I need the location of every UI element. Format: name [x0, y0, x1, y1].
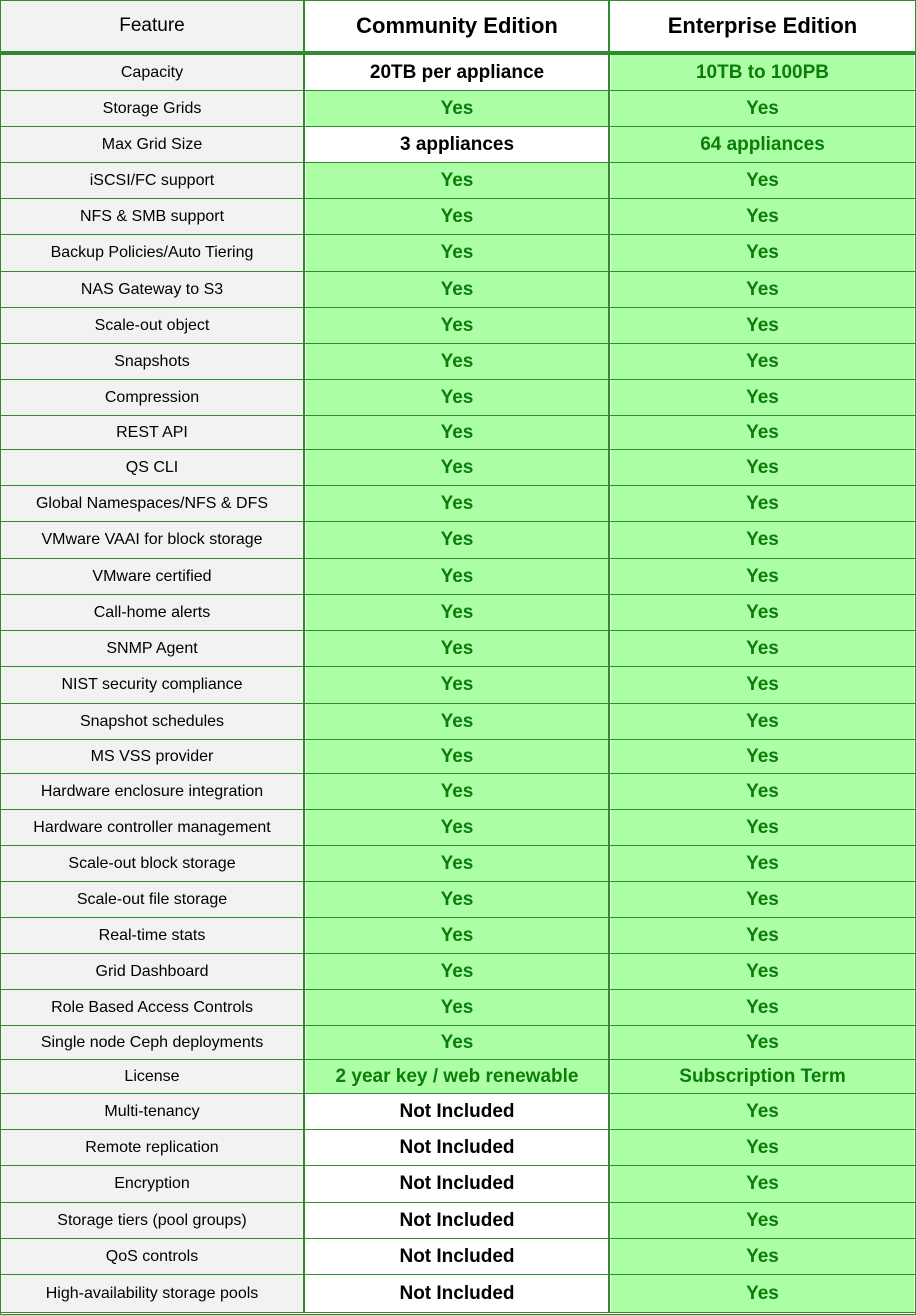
value-label: Yes — [746, 780, 779, 802]
header-enterprise-edition-label: Enterprise Edition — [667, 13, 858, 38]
table-row — [0, 1094, 916, 1129]
value-label: Yes — [746, 1245, 779, 1267]
value-label: Yes — [746, 1282, 779, 1304]
value-label: Yes — [746, 924, 779, 946]
feature-label: Remote replication — [85, 1138, 219, 1156]
value-label: Yes — [440, 852, 474, 874]
table-row — [0, 559, 916, 594]
feature-label: Max Grid Size — [101, 135, 203, 153]
value-label: Yes — [746, 745, 779, 767]
community-value-cell — [306, 667, 610, 703]
enterprise-value-cell — [611, 1060, 914, 1093]
value-label: 64 appliances — [700, 133, 825, 155]
table-row — [0, 486, 916, 521]
feature-name-cell — [1, 486, 305, 521]
enterprise-value-cell — [611, 990, 914, 1025]
community-value-cell — [306, 1026, 610, 1059]
feature-label: Compression — [104, 388, 200, 406]
community-value-cell — [306, 774, 610, 809]
table-row — [0, 199, 916, 234]
feature-name-cell — [1, 954, 305, 989]
feature-label: NFS & SMB support — [79, 207, 225, 225]
table-row — [0, 450, 916, 485]
feature-name-cell — [1, 1275, 305, 1312]
enterprise-value-cell — [611, 1094, 914, 1129]
feature-label: Encryption — [114, 1175, 190, 1192]
feature-name-cell — [1, 990, 305, 1025]
feature-label: Call-home alerts — [93, 603, 211, 621]
enterprise-value-cell — [611, 522, 914, 558]
feature-label: Storage tiers (pool groups) — [57, 1211, 247, 1229]
value-label: Yes — [440, 996, 474, 1018]
value-label: Yes — [440, 529, 474, 550]
value-label: Yes — [440, 924, 474, 946]
community-value-cell — [306, 595, 610, 630]
value-label: Yes — [746, 996, 779, 1018]
table-row — [0, 1026, 916, 1059]
feature-name-cell — [1, 127, 305, 162]
feature-label: iSCSI/FC support — [89, 171, 215, 189]
community-value-cell — [306, 1094, 610, 1129]
community-value-cell — [306, 1203, 610, 1238]
feature-name-cell — [1, 91, 305, 126]
feature-label: NIST security compliance — [61, 676, 243, 693]
feature-label: Hardware enclosure integration — [40, 782, 264, 800]
community-value-cell — [306, 1166, 610, 1202]
enterprise-value-cell — [611, 308, 914, 343]
value-label: Yes — [746, 888, 779, 910]
feature-name-cell — [1, 846, 305, 881]
community-value-cell — [306, 1060, 610, 1093]
community-value-cell — [306, 235, 610, 271]
value-label: Yes — [746, 350, 779, 372]
table-row — [0, 882, 916, 917]
feature-name-cell — [1, 882, 305, 917]
header-enterprise-edition — [611, 1, 914, 51]
table-row — [0, 595, 916, 630]
feature-label: SNMP Agent — [106, 639, 198, 657]
value-label: Yes — [746, 1136, 779, 1158]
table-row — [0, 918, 916, 953]
value-label: Yes — [746, 601, 779, 623]
community-value-cell — [306, 1239, 610, 1274]
table-row — [0, 740, 916, 773]
community-value-cell — [306, 55, 610, 90]
value-label: Yes — [440, 601, 474, 623]
feature-label: License — [124, 1067, 180, 1085]
value-label: Not Included — [399, 1100, 515, 1122]
feature-label: Role Based Access Controls — [51, 998, 253, 1016]
value-label: Yes — [440, 960, 474, 982]
enterprise-value-cell — [611, 595, 914, 630]
feature-name-cell — [1, 1094, 305, 1129]
community-value-cell — [306, 344, 610, 379]
value-label: Yes — [440, 710, 474, 732]
feature-name-cell — [1, 740, 305, 773]
value-label: Yes — [440, 456, 474, 478]
feature-label: NAS Gateway to S3 — [80, 280, 224, 298]
feature-label: Multi-tenancy — [104, 1102, 200, 1120]
value-label: Not Included — [399, 1282, 515, 1304]
value-label: Yes — [746, 529, 779, 550]
table-row — [0, 272, 916, 307]
feature-label: MS VSS provider — [90, 747, 214, 765]
value-label: Yes — [440, 169, 474, 191]
feature-name-cell — [1, 918, 305, 953]
enterprise-value-cell — [611, 740, 914, 773]
enterprise-value-cell — [611, 918, 914, 953]
community-value-cell — [306, 163, 610, 198]
community-value-cell — [306, 127, 610, 162]
value-label: Yes — [440, 314, 474, 336]
value-label: Yes — [746, 1100, 779, 1122]
value-label: 2 year key / web renewable — [335, 1065, 579, 1087]
enterprise-value-cell — [611, 810, 914, 845]
enterprise-value-cell — [611, 1203, 914, 1238]
value-label: Yes — [746, 565, 779, 587]
community-value-cell — [306, 380, 610, 415]
feature-name-cell — [1, 522, 305, 558]
value-label: Yes — [746, 205, 779, 227]
table-row — [0, 522, 916, 558]
enterprise-value-cell — [611, 416, 914, 449]
feature-name-cell — [1, 199, 305, 234]
value-label: Yes — [440, 97, 474, 119]
feature-label: QS CLI — [125, 458, 179, 476]
feature-name-cell — [1, 235, 305, 271]
feature-name-cell — [1, 344, 305, 379]
enterprise-value-cell — [611, 235, 914, 271]
feature-label: Scale-out file storage — [76, 890, 228, 908]
feature-name-cell — [1, 774, 305, 809]
table-row — [0, 667, 916, 703]
community-value-cell — [306, 1275, 610, 1312]
table-row — [0, 344, 916, 379]
value-label: Yes — [440, 421, 474, 443]
table-row — [0, 1275, 916, 1312]
value-label: Yes — [746, 816, 779, 838]
community-value-cell — [306, 990, 610, 1025]
feature-label: REST API — [116, 423, 188, 441]
value-label: Yes — [440, 637, 474, 659]
table-row — [0, 631, 916, 666]
community-value-cell — [306, 810, 610, 845]
value-label: Yes — [440, 350, 474, 372]
feature-name-cell — [1, 308, 305, 343]
table-row — [0, 235, 916, 271]
table-row — [0, 954, 916, 989]
feature-name-cell — [1, 704, 305, 739]
table-row — [0, 127, 916, 162]
value-label: 3 appliances — [399, 133, 515, 155]
value-label: Yes — [746, 674, 779, 695]
table-row — [0, 846, 916, 881]
feature-name-cell — [1, 595, 305, 630]
value-label: Yes — [746, 97, 779, 119]
feature-label: Grid Dashboard — [95, 962, 209, 980]
enterprise-value-cell — [611, 450, 914, 485]
enterprise-value-cell — [611, 1130, 914, 1165]
enterprise-value-cell — [611, 1239, 914, 1274]
enterprise-value-cell — [611, 272, 914, 307]
feature-name-cell — [1, 380, 305, 415]
table-row — [0, 1239, 916, 1274]
enterprise-value-cell — [611, 127, 914, 162]
feature-label: VMware VAAI for block storage — [41, 531, 263, 548]
feature-label: Single node Ceph deployments — [40, 1033, 264, 1051]
value-label: Yes — [746, 421, 779, 443]
enterprise-value-cell — [611, 667, 914, 703]
community-value-cell — [306, 522, 610, 558]
enterprise-value-cell — [611, 91, 914, 126]
header-community-edition-label: Community Edition — [356, 13, 558, 38]
feature-name-cell — [1, 1239, 305, 1274]
feature-label: Hardware controller management — [33, 818, 271, 836]
value-label: Yes — [746, 852, 779, 874]
feature-label: High-availability storage pools — [45, 1284, 259, 1302]
value-label: Subscription Term — [679, 1065, 846, 1087]
value-label: Yes — [440, 816, 474, 838]
feature-name-cell — [1, 272, 305, 307]
value-label: Yes — [440, 674, 474, 695]
value-label: Yes — [440, 1031, 474, 1053]
community-value-cell — [306, 486, 610, 521]
table-row — [0, 990, 916, 1025]
table-row — [0, 308, 916, 343]
table-row — [0, 380, 916, 415]
value-label: Yes — [746, 278, 779, 300]
enterprise-value-cell — [611, 344, 914, 379]
feature-label: Snapshot schedules — [79, 712, 225, 730]
table-row — [0, 163, 916, 198]
value-label: Not Included — [399, 1209, 515, 1231]
value-label: Yes — [746, 456, 779, 478]
feature-label: QoS controls — [105, 1247, 199, 1265]
value-label: Yes — [440, 242, 474, 263]
feature-name-cell — [1, 1130, 305, 1165]
community-value-cell — [306, 308, 610, 343]
community-value-cell — [306, 954, 610, 989]
feature-name-cell — [1, 163, 305, 198]
community-value-cell — [306, 882, 610, 917]
value-label: Yes — [440, 386, 474, 408]
value-label: Yes — [440, 492, 474, 514]
enterprise-value-cell — [611, 199, 914, 234]
enterprise-value-cell — [611, 163, 914, 198]
header-feature — [1, 1, 305, 51]
community-value-cell — [306, 704, 610, 739]
feature-name-cell — [1, 667, 305, 703]
value-label: Yes — [746, 386, 779, 408]
enterprise-value-cell — [611, 846, 914, 881]
feature-label: Scale-out object — [94, 316, 210, 334]
value-label: Yes — [440, 888, 474, 910]
value-label: Yes — [746, 314, 779, 336]
community-value-cell — [306, 740, 610, 773]
community-value-cell — [306, 450, 610, 485]
community-value-cell — [306, 91, 610, 126]
feature-name-cell — [1, 631, 305, 666]
enterprise-value-cell — [611, 704, 914, 739]
value-label: Yes — [746, 1173, 779, 1194]
feature-label: Storage Grids — [102, 99, 202, 117]
table-row — [0, 810, 916, 845]
enterprise-value-cell — [611, 1026, 914, 1059]
row-divider — [0, 1312, 916, 1313]
value-label: Yes — [440, 278, 474, 300]
value-label: Yes — [440, 745, 474, 767]
value-label: Not Included — [399, 1136, 515, 1158]
feature-label: Capacity — [120, 63, 184, 81]
feature-name-cell — [1, 450, 305, 485]
community-value-cell — [306, 918, 610, 953]
feature-name-cell — [1, 416, 305, 449]
enterprise-value-cell — [611, 1166, 914, 1202]
feature-name-cell — [1, 55, 305, 90]
value-label: Not Included — [399, 1173, 515, 1194]
enterprise-value-cell — [611, 486, 914, 521]
community-value-cell — [306, 559, 610, 594]
feature-name-cell — [1, 559, 305, 594]
feature-label: Real-time stats — [98, 926, 206, 944]
table-row — [0, 1060, 916, 1093]
table-row — [0, 91, 916, 126]
enterprise-value-cell — [611, 380, 914, 415]
value-label: 10TB to 100PB — [695, 61, 830, 83]
feature-name-cell — [1, 1060, 305, 1093]
table-row — [0, 1166, 916, 1202]
value-label: Yes — [440, 565, 474, 587]
value-label: Yes — [746, 637, 779, 659]
enterprise-value-cell — [611, 631, 914, 666]
community-value-cell — [306, 846, 610, 881]
value-label: Yes — [440, 205, 474, 227]
community-value-cell — [306, 199, 610, 234]
table-row — [0, 55, 916, 90]
value-label: Yes — [746, 242, 779, 263]
feature-name-cell — [1, 1026, 305, 1059]
community-value-cell — [306, 272, 610, 307]
value-label: Yes — [746, 169, 779, 191]
value-label: Not Included — [399, 1245, 515, 1267]
enterprise-value-cell — [611, 954, 914, 989]
feature-name-cell — [1, 1203, 305, 1238]
table-row — [0, 774, 916, 809]
table-row — [0, 416, 916, 449]
enterprise-value-cell — [611, 55, 914, 90]
feature-label: VMware certified — [92, 567, 212, 585]
value-label: Yes — [746, 710, 779, 732]
feature-label: Global Namespaces/NFS & DFS — [35, 494, 269, 512]
header-feature-label: Feature — [119, 15, 185, 36]
enterprise-value-cell — [611, 774, 914, 809]
table-row — [0, 1130, 916, 1165]
value-label: Yes — [746, 960, 779, 982]
feature-name-cell — [1, 1166, 305, 1202]
value-label: Yes — [746, 492, 779, 514]
value-label: Yes — [746, 1209, 779, 1231]
enterprise-value-cell — [611, 882, 914, 917]
feature-label: Backup Policies/Auto Tiering — [50, 244, 254, 261]
feature-label: Scale-out block storage — [68, 854, 236, 872]
value-label: Yes — [746, 1031, 779, 1053]
table-row — [0, 1203, 916, 1238]
community-value-cell — [306, 416, 610, 449]
header-community-edition — [306, 1, 610, 51]
value-label: Yes — [440, 780, 474, 802]
feature-label: Snapshots — [114, 352, 190, 370]
table-header-row — [0, 1, 916, 51]
community-value-cell — [306, 631, 610, 666]
enterprise-value-cell — [611, 1275, 914, 1312]
feature-name-cell — [1, 810, 305, 845]
table-row — [0, 704, 916, 739]
community-value-cell — [306, 1130, 610, 1165]
value-label: 20TB per appliance — [369, 61, 545, 83]
enterprise-value-cell — [611, 559, 914, 594]
